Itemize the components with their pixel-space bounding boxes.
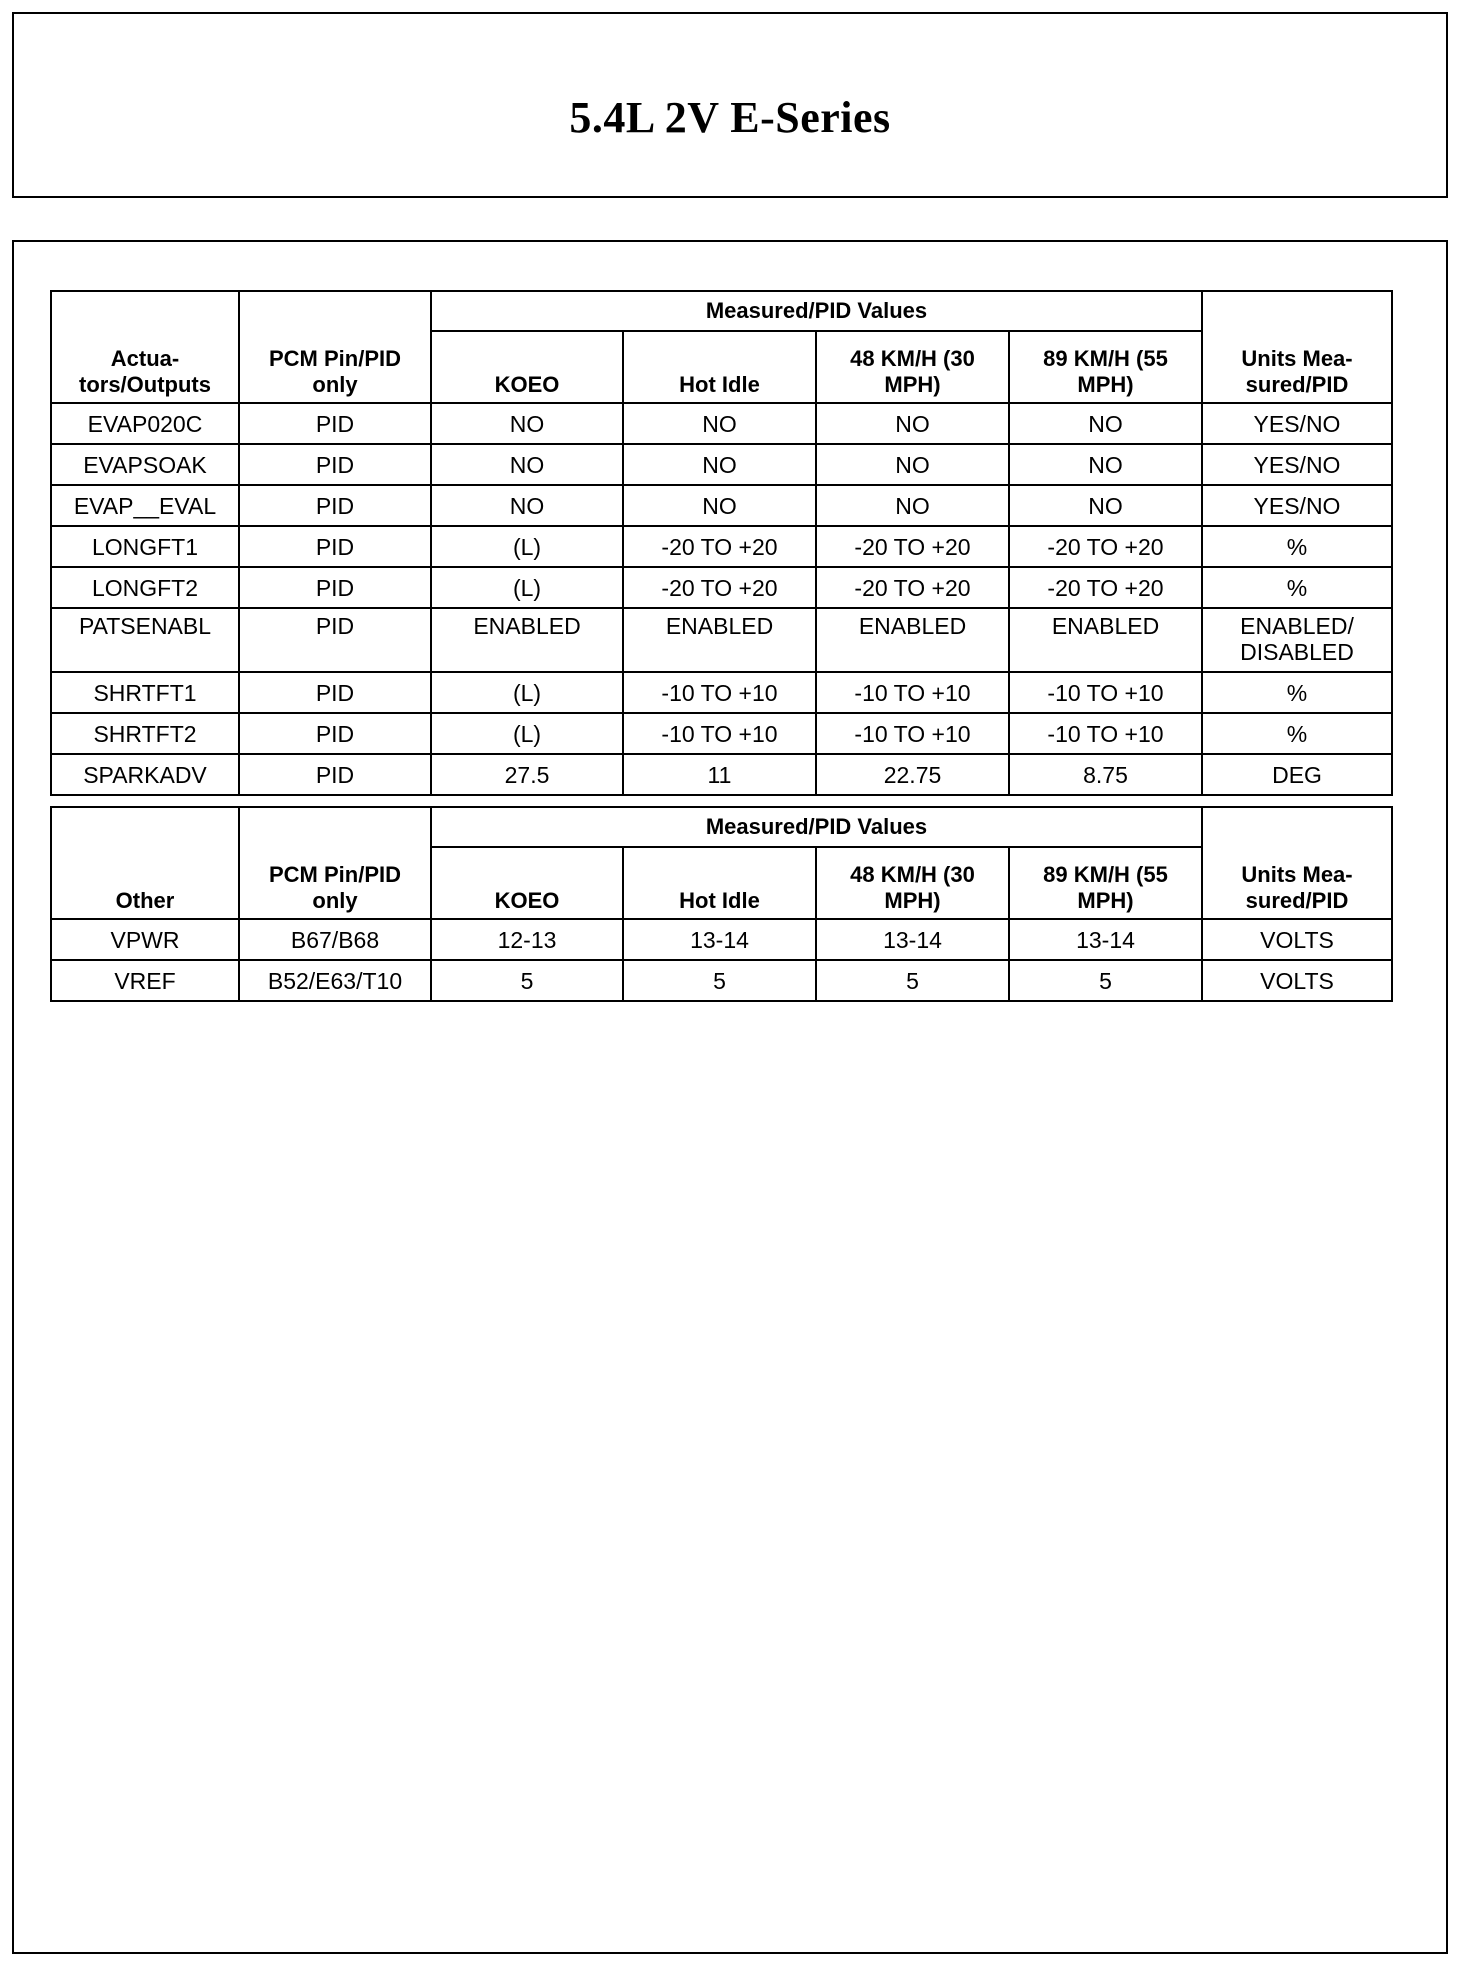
cell-hot-idle: NO bbox=[623, 403, 816, 444]
cell-pcm-pin: PID bbox=[239, 672, 431, 713]
cell-hot-idle: -20 TO +20 bbox=[623, 526, 816, 567]
header-hot-idle: Hot Idle bbox=[623, 331, 816, 403]
cell-koeo: (L) bbox=[431, 567, 623, 608]
content-box bbox=[12, 240, 1448, 1954]
cell-signal: EVAP__EVAL bbox=[51, 485, 239, 526]
cell-pcm-pin: PID bbox=[239, 567, 431, 608]
header-48kmh: 48 KM/H (30 MPH) bbox=[816, 847, 1009, 919]
cell-hot-idle: 5 bbox=[623, 960, 816, 1001]
header-koeo: KOEO bbox=[431, 331, 623, 403]
table-row bbox=[51, 526, 1392, 567]
cell-89kmh: -20 TO +20 bbox=[1009, 567, 1202, 608]
cell-89kmh: NO bbox=[1009, 444, 1202, 485]
cell-hot-idle: -10 TO +10 bbox=[623, 672, 816, 713]
page-title: 5.4L 2V E-Series bbox=[569, 93, 891, 142]
cell-koeo: (L) bbox=[431, 672, 623, 713]
cell-48kmh: NO bbox=[816, 444, 1009, 485]
header-measured-pid-values: Measured/PID Values bbox=[431, 291, 1202, 331]
cell-koeo: (L) bbox=[431, 526, 623, 567]
cell-signal: VPWR bbox=[51, 919, 239, 960]
cell-units: VOLTS bbox=[1202, 960, 1392, 1001]
cell-48kmh: NO bbox=[816, 403, 1009, 444]
cell-units: VOLTS bbox=[1202, 919, 1392, 960]
cell-89kmh: 13-14 bbox=[1009, 919, 1202, 960]
cell-pcm-pin: PID bbox=[239, 444, 431, 485]
cell-89kmh: NO bbox=[1009, 485, 1202, 526]
cell-hot-idle: ENABLED bbox=[623, 608, 816, 672]
cell-signal: PATSENABL bbox=[51, 608, 239, 672]
header-other: Other bbox=[51, 807, 239, 919]
other-table-body bbox=[51, 919, 1392, 1001]
header-89kmh: 89 KM/H (55 MPH) bbox=[1009, 847, 1202, 919]
cell-units: YES/NO bbox=[1202, 485, 1392, 526]
title-box bbox=[12, 12, 1448, 198]
table-row bbox=[51, 444, 1392, 485]
cell-koeo: 12-13 bbox=[431, 919, 623, 960]
header-actuators-outputs: Actua-tors/Outputs bbox=[51, 291, 239, 403]
cell-89kmh: -20 TO +20 bbox=[1009, 526, 1202, 567]
cell-89kmh: 5 bbox=[1009, 960, 1202, 1001]
header-koeo: KOEO bbox=[431, 847, 623, 919]
table-row bbox=[51, 485, 1392, 526]
cell-pcm-pin: B67/B68 bbox=[239, 919, 431, 960]
cell-koeo: (L) bbox=[431, 713, 623, 754]
cell-koeo: NO bbox=[431, 444, 623, 485]
table-row bbox=[51, 919, 1392, 960]
header-hot-idle: Hot Idle bbox=[623, 847, 816, 919]
cell-signal: SHRTFT2 bbox=[51, 713, 239, 754]
table-row bbox=[51, 608, 1392, 672]
cell-signal: VREF bbox=[51, 960, 239, 1001]
cell-signal: SHRTFT1 bbox=[51, 672, 239, 713]
cell-89kmh: 8.75 bbox=[1009, 754, 1202, 795]
cell-pcm-pin: B52/E63/T10 bbox=[239, 960, 431, 1001]
cell-pcm-pin: PID bbox=[239, 608, 431, 672]
cell-signal: LONGFT2 bbox=[51, 567, 239, 608]
cell-hot-idle: 13-14 bbox=[623, 919, 816, 960]
header-units: Units Mea-sured/PID bbox=[1202, 291, 1392, 403]
cell-48kmh: 22.75 bbox=[816, 754, 1009, 795]
cell-signal: EVAP020C bbox=[51, 403, 239, 444]
cell-units: DEG bbox=[1202, 754, 1392, 795]
cell-koeo: 27.5 bbox=[431, 754, 623, 795]
cell-48kmh: -10 TO +10 bbox=[816, 672, 1009, 713]
cell-pcm-pin: PID bbox=[239, 713, 431, 754]
cell-48kmh: 5 bbox=[816, 960, 1009, 1001]
cell-89kmh: ENABLED bbox=[1009, 608, 1202, 672]
cell-signal: EVAPSOAK bbox=[51, 444, 239, 485]
cell-89kmh: NO bbox=[1009, 403, 1202, 444]
cell-hot-idle: NO bbox=[623, 444, 816, 485]
cell-hot-idle: NO bbox=[623, 485, 816, 526]
cell-89kmh: -10 TO +10 bbox=[1009, 672, 1202, 713]
cell-koeo: NO bbox=[431, 403, 623, 444]
cell-units: % bbox=[1202, 713, 1392, 754]
other-table bbox=[50, 806, 1393, 1002]
cell-units: % bbox=[1202, 672, 1392, 713]
actuators-outputs-table-body bbox=[51, 403, 1392, 795]
cell-koeo: ENABLED bbox=[431, 608, 623, 672]
cell-hot-idle: -20 TO +20 bbox=[623, 567, 816, 608]
header-units: Units Mea-sured/PID bbox=[1202, 807, 1392, 919]
table-row bbox=[51, 713, 1392, 754]
cell-units: % bbox=[1202, 567, 1392, 608]
cell-pcm-pin: PID bbox=[239, 403, 431, 444]
actuators-outputs-table bbox=[50, 290, 1393, 796]
cell-48kmh: -20 TO +20 bbox=[816, 526, 1009, 567]
cell-89kmh: -10 TO +10 bbox=[1009, 713, 1202, 754]
table-row bbox=[51, 672, 1392, 713]
cell-koeo: 5 bbox=[431, 960, 623, 1001]
header-pcm-pin: PCM Pin/PID only bbox=[239, 807, 431, 919]
cell-48kmh: -10 TO +10 bbox=[816, 713, 1009, 754]
cell-units: YES/NO bbox=[1202, 444, 1392, 485]
cell-units: % bbox=[1202, 526, 1392, 567]
cell-pcm-pin: PID bbox=[239, 526, 431, 567]
table-row bbox=[51, 960, 1392, 1001]
table-row bbox=[51, 403, 1392, 444]
cell-units: ENABLED/ DISABLED bbox=[1202, 608, 1392, 672]
header-48kmh: 48 KM/H (30 MPH) bbox=[816, 331, 1009, 403]
table-row bbox=[51, 754, 1392, 795]
cell-48kmh: NO bbox=[816, 485, 1009, 526]
cell-48kmh: 13-14 bbox=[816, 919, 1009, 960]
cell-pcm-pin: PID bbox=[239, 754, 431, 795]
header-89kmh: 89 KM/H (55 MPH) bbox=[1009, 331, 1202, 403]
table-row bbox=[51, 567, 1392, 608]
header-pcm-pin: PCM Pin/PID only bbox=[239, 291, 431, 403]
cell-signal: LONGFT1 bbox=[51, 526, 239, 567]
cell-signal: SPARKADV bbox=[51, 754, 239, 795]
header-measured-pid-values: Measured/PID Values bbox=[431, 807, 1202, 847]
cell-hot-idle: 11 bbox=[623, 754, 816, 795]
cell-pcm-pin: PID bbox=[239, 485, 431, 526]
cell-48kmh: ENABLED bbox=[816, 608, 1009, 672]
cell-48kmh: -20 TO +20 bbox=[816, 567, 1009, 608]
cell-hot-idle: -10 TO +10 bbox=[623, 713, 816, 754]
cell-units: YES/NO bbox=[1202, 403, 1392, 444]
cell-koeo: NO bbox=[431, 485, 623, 526]
